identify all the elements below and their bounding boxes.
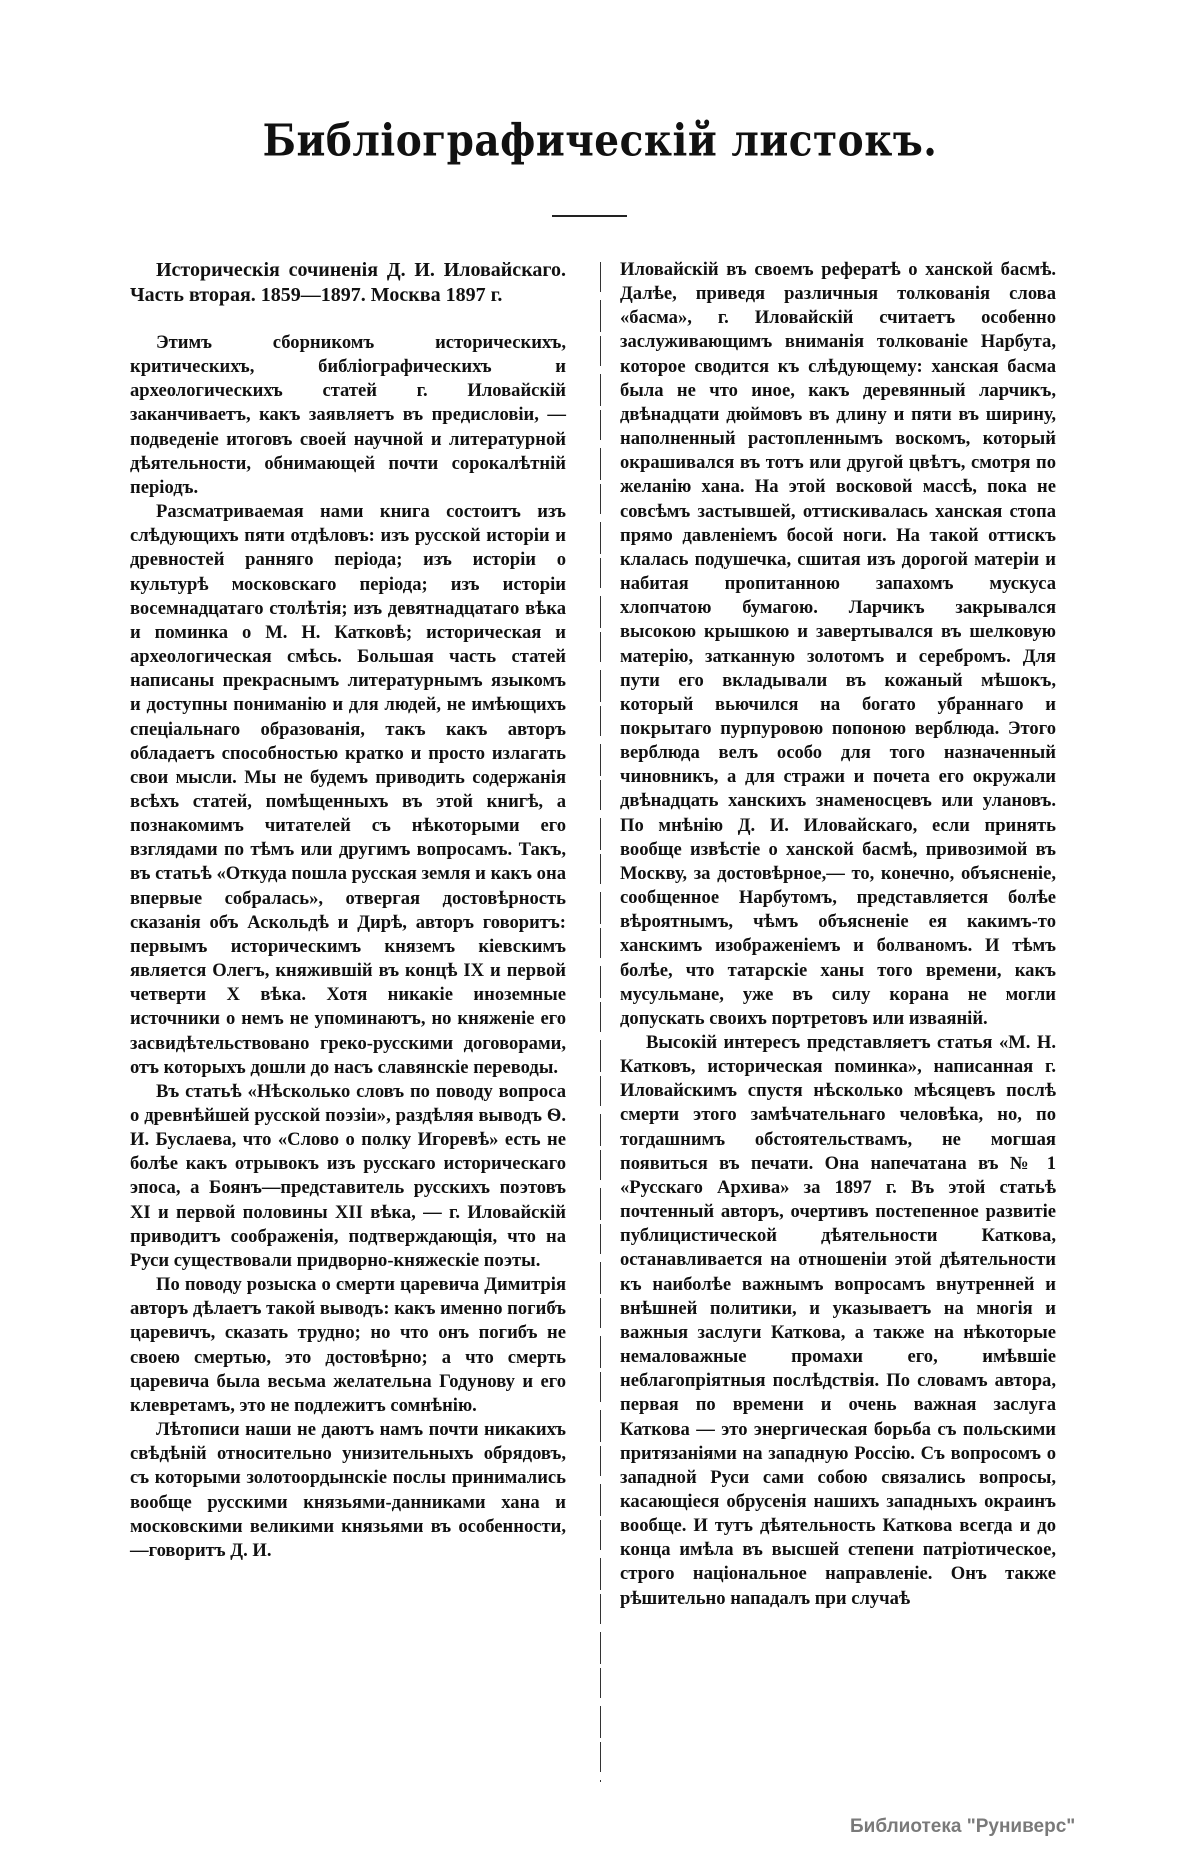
paragraph: Этимъ сборникомъ историческихъ, критическихъ, библіографическихъ и археологическихъ статей г. Иловайскій заканчиваетъ, какъ заявляетъ въ предисловіи, — подведеніе итоговъ своей научной и литературной дѣятельности, обнимающей почти сорокалѣтній періодъ. [130,332,566,498]
column-divider [600,262,601,1782]
paragraph: Иловайскій въ своемъ рефератѣ о ханской басмѣ. Далѣе, приведя различныя толкованія слова «басма», г. Иловайскій считаетъ особенно заслуживающимъ вниманія толкованіе Нарбута, которое сводится къ слѣдующему: ханская басма была не что иное, какъ деревянный ларчикъ, двѣнадцати дюймовъ въ длину и пяти въ ширину, наполненный растопленнымъ воскомъ, который окрашивался въ тотъ или другой цвѣтъ, смотря по желанію хана. На этой восковой массѣ, пока не совсѣмъ застывшей, оттискивалась ханская стопа прямо давленіемъ босой ноги. На такой оттискъ клалась подушечка, сшитая изъ дорогой матеріи и набитая пропитанною запахомъ мускуса хлопчатою бумагою. Ларчикъ закрывался высокою крышкою и завертывался въ шелковую матерію, затканную золотомъ и серебромъ. Для пути его вкладывали въ кожаный мѣшокъ, который вьючился на богато убраннаго и покрытаго пурпуровою попоною верблюда. Этого верблюда велъ особо для того назначенный чиновникъ, а для стражи и почета его окружали двѣнадцать ханскихъ знаменосцевъ или улановъ. По мнѣнію Д. И. Иловайскаго, если принять вообще извѣстіе о ханской басмѣ, привозимой въ Москву, за достовѣрное,— то, конечно, объясненіе, сообщенное Нарбутомъ, представляется болѣе вѣроятнымъ, чѣмъ объясненіе ея какимъ-то ханскимъ изображеніемъ и болваномъ. И тѣмъ болѣе, что татарскіе ханы того времени, какъ мусульмане, уже въ силу корана не могли допускать своихъ портретовъ или изваяній. [620,259,1056,1029]
review-heading: Историческія сочиненія Д. И. Иловайскаго. Часть вторая. 1859—1897. Москва 1897 г. [130,259,566,306]
paragraph: Въ статьѣ «Нѣсколько словъ по поводу вопроса о древнѣйшей русской поэзіи», раздѣляя выводъ Ѳ. И. Буслаева, что «Слово о полку Игоревѣ» есть не болѣе какъ отрывокъ изъ русскаго историческаго эпоса, а Боянъ—представитель русскихъ поэтовъ XI и первой половины XII вѣка, — г. Иловайскій приводитъ соображенія, подтверждающія, что на Руси существовали придворно-княжескіе поэты. [130,1080,566,1271]
right-column [620,258,1056,1611]
paragraph: Высокій интересъ представляетъ статья «М. Н. Катковъ, историческая поминка», написанная г. Иловайскимъ спустя нѣсколько мѣсяцевъ послѣ смерти этого замѣчательнаго человѣка, но, по тогдашнимъ обстоятельствамъ, не могшая появиться въ печати. Она напечатана въ № 1 «Русскаго Архива» за 1897 г. Въ этой статьѣ почтенный авторъ, очертивъ постепенное развитіе публицистической дѣятельности Каткова, останавливается на отношеніи этой дѣятельности къ наиболѣе важнымъ вопросамъ внутренней и внѣшней политики, и указываетъ на многія и важныя заслуги Каткова, а также на нѣкоторые немаловажные промахи его, имѣвшіе неблагопріятныя послѣдствія. По словамъ автора, первая по времени и очень важная заслуга Каткова — это энергическая борьба съ польскими притязаніями на западную Россію. Съ вопросомъ о западной Руси сами собою связались вопросы, касающіеся обрусенія нашихъ западныхъ окраинъ вообще. И тутъ дѣятельность Каткова всегда и до конца имѣла въ высшей степени патріотическое, строго національное направленіе. Онъ также рѣшительно нападалъ при случаѣ [620,1032,1056,1609]
left-column [130,258,566,1563]
paragraph: Лѣтописи наши не даютъ намъ почти никакихъ свѣдѣній относительно унизительныхъ обрядовъ, съ которыми золотоордынскіе послы принимались вообще русскими князьями-данниками хана и московскими великими князьями въ особенности, —говоритъ Д. И. [130,1419,566,1561]
page-title: Библіографическій листокъ. [262,115,938,167]
paragraph: Разсматриваемая нами книга состоитъ изъ слѣдующихъ пяти отдѣловъ: изъ русской исторіи и древностей ранняго періода; изъ исторіи о культурѣ московскаго періода; изъ исторіи восемнадцатаго столѣтія; изъ девятнадцатаго вѣка и поминка о М. Н. Катковѣ; историческая и археологическая смѣсь. Большая часть статей написаны прекраснымъ литературнымъ языкомъ и доступны пониманію и для людей, не имѣющихъ спеціальнаго образованія, такъ какъ авторъ обладаетъ способностью кратко и просто излагать свои мысли. Мы не будемъ приводить содержанія всѣхъ статей, помѣщенныхъ въ этой книгѣ, а познакомимъ читателей съ нѣкоторыми его взглядами по тѣмъ или другимъ вопросамъ. Такъ, въ статьѣ «Откуда пошла русская земля и какъ она впервые собралась», отвергая достовѣрность сказанія объ Аскольдѣ и Дирѣ, авторъ говоритъ: первымъ историческимъ княземъ кіевскимъ является Олегъ, княжившій въ концѣ IX и первой четверти X вѣка. Хотя никакіе иноземные источники о немъ не упоминаютъ, но княженіе его засвидѣтельствовано греко-русскими договорами, отъ которыхъ дошли до насъ славянскіе переводы. [130,501,566,1078]
library-watermark: Библиотека "Руниверс" [850,1816,1076,1837]
paragraph: По поводу розыска о смерти царевича Димитрія авторъ дѣлаетъ такой выводъ: какъ именно погибъ царевичъ, сказать трудно; но что онъ погибъ не своею смертью, это достовѣрно; а что смерть царевича была весьма желательна Годунову и его клевретамъ, это не подлежитъ сомнѣнію. [130,1274,566,1416]
title-rule [552,215,627,217]
